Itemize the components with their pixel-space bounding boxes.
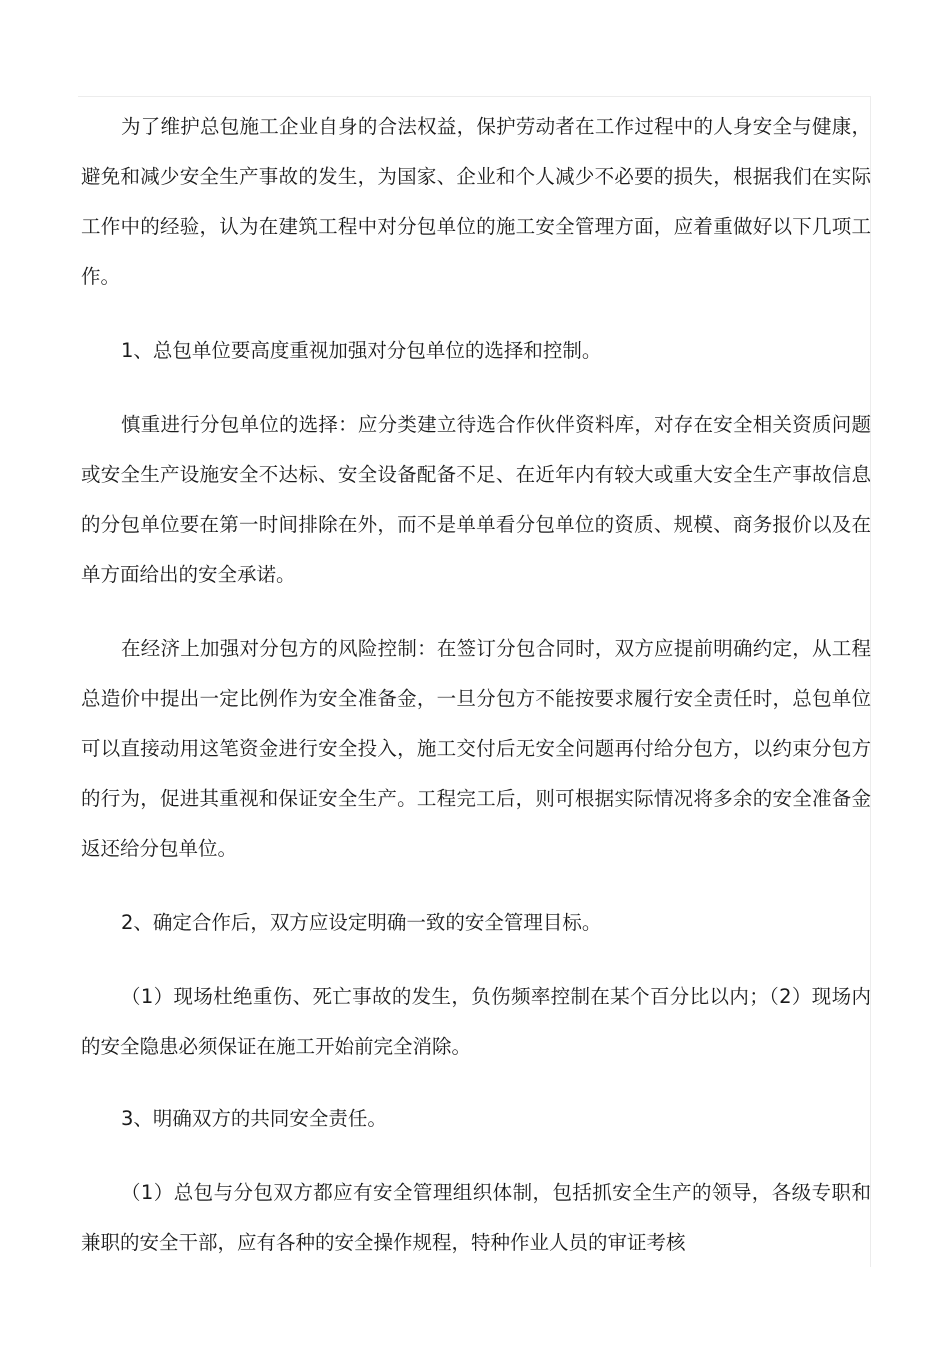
section-1-heading: 1、总包单位要高度重视加强对分包单位的选择和控制。	[121, 339, 602, 362]
section-1-paragraph-1: 慎重进行分包单位的选择：应分类建立待选合作伙伴资料库，对存在安全相关资质问题或安全生产设施安全不达标、安全设备配备不足、在近年内有较大或重大安全生产事故信息的分包单位要在第一时间排除在外，而不是单单看分包单位的资质、规模、商务报价以及在单方面给出的安全承诺。	[81, 413, 871, 586]
section-1-paragraph-2: 在经济上加强对分包方的风险控制：在签订分包合同时，双方应提前明确约定，从工程总造价中提出一定比例作为安全准备金，一旦分包方不能按要求履行安全责任时，总包单位可以直接动用这笔资金进行安全投入，施工交付后无安全问题再付给分包方，以约束分包方的行为，促进其重视和保证安全生产。工程完工后，则可根据实际情况将多余的安全准备金返还给分包单位。	[81, 637, 871, 860]
section-3-paragraph-1: （1）总包与分包双方都应有安全管理组织体制，包括抓安全生产的领导，各级专职和兼职的安全干部，应有各种的安全操作规程，特种作业人员的审证考核	[81, 1181, 871, 1254]
section-2-paragraph-1: （1）现场杜绝重伤、死亡事故的发生，负伤频率控制在某个百分比以内；（2）现场内的安全隐患必须保证在施工开始前完全消除。	[81, 985, 871, 1058]
section-2-heading: 2、确定合作后，双方应设定明确一致的安全管理目标。	[121, 911, 602, 934]
intro-paragraph: 为了维护总包施工企业自身的合法权益，保护劳动者在工作过程中的人身安全与健康，避免和减少安全生产事故的发生，为国家、企业和个人减少不必要的损失，根据我们在实际工作中的经验，认为在建筑工程中对分包单位的施工安全管理方面，应着重做好以下几项工作。	[81, 115, 871, 288]
document-body	[81, 102, 871, 1268]
section-3-heading: 3、明确双方的共同安全责任。	[121, 1107, 387, 1130]
